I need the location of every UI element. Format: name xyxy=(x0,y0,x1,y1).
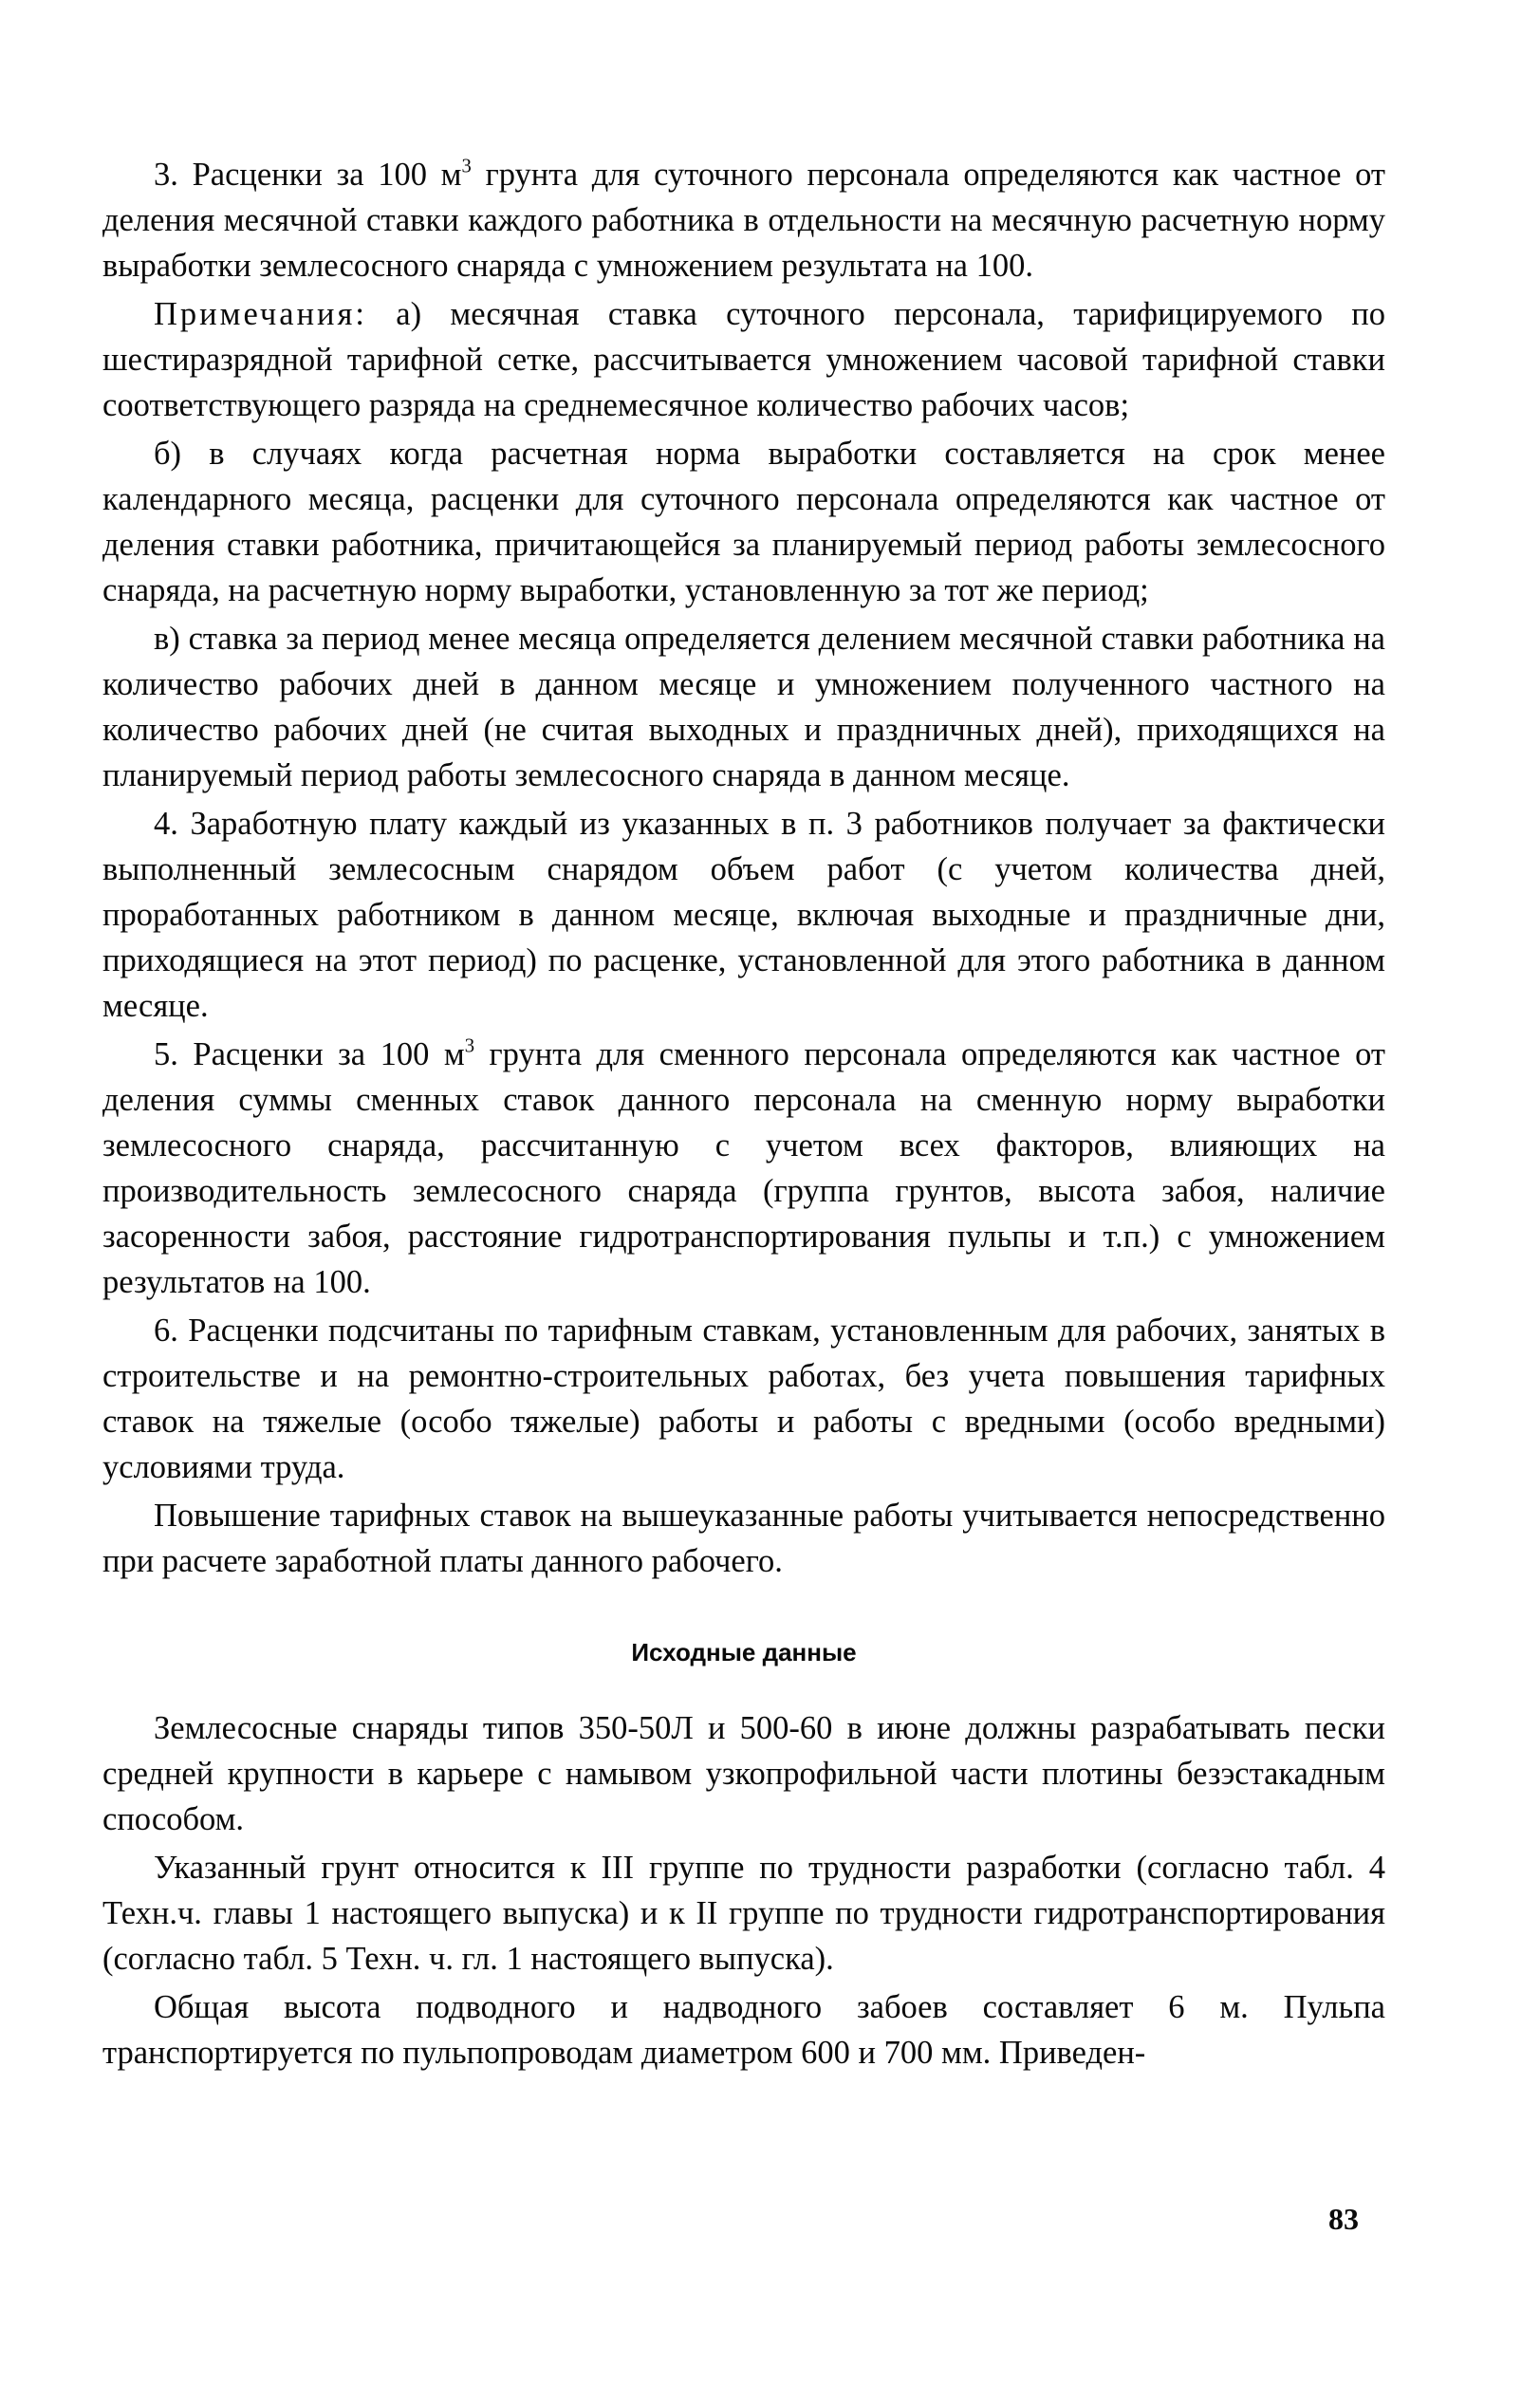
note-paragraph-c: в) ставка за период менее месяца определяется делением месячной ставки работника на количество рабочих дней в данном месяце и умножением полученного частного на количество рабочих дней (не считая выходных и праздничных дней), приходящихся на планируемый период работы землесосного снаряда в данном месяце. xyxy=(102,621,1385,793)
note-paragraph-b: б) в случаях когда расчетная норма выработки составляется на срок менее календарного месяца, расценки для суточного персонала определяются как частное от деления ставки работника, причитающейся за планируемый период работы землесосного снаряда, на расчетную норму выработки, установленную за тот же период; xyxy=(102,436,1385,608)
paragraph-3 xyxy=(102,152,1385,289)
paragraph-3-rest: грунта для суточного персонала определяются как частное от деления месячной ставки каждого работника в отдельности на месячную расчетную норму выработки землесосного снаряда с умножением результата на 100. xyxy=(102,157,1385,284)
note-label: Примечания: xyxy=(154,296,367,332)
paragraph-4: 4. Заработную плату каждый из указанных в п. 3 работников получает за фактически выполненный землесосным снарядом объем работ (с учетом количества дней, проработанных работником в данном месяце, включая выходные и праздничные дни, приходящиеся на этот период) по расценке, установленной для этого работника в данном месяце. xyxy=(102,806,1385,1024)
cubic-superscript: 3 xyxy=(464,1035,475,1057)
paragraph-6: 6. Расценки подсчитаны по тарифным ставкам, установленным для рабочих, занятых в строительстве и на ремонтно-строительных работах, без учета повышения тарифных ставок на тяжелые (особо тяжелые) работы и работы с вредными (особо вредными) условиями труда. xyxy=(102,1313,1385,1485)
note-a-text: а) месячная ставка суточного персонала, тарифицируемого по шестиразрядной тарифной сетке, рассчитывается умножением часовой тарифной ставки соответствующего разряда на среднемесячное количество рабочих часов; xyxy=(102,296,1385,423)
cubic-superscript: 3 xyxy=(461,156,472,177)
page-number: 83 xyxy=(1328,2202,1359,2236)
source-paragraph-1: Землесосные снаряды типов 350-50Л и 500-60 в июне должны разрабатывать пески средней крупности в карьере с намывом узкопрофильной части плотины безэстакадным способом. xyxy=(102,1710,1385,1837)
source-paragraph-2: Указанный грунт относится к III группе по трудности разработки (согласно табл. 4 Техн.ч. главы 1 настоящего выпуска) и к II группе по трудности гидротранспортирования (согласно табл. 5 Техн. ч. гл. 1 настоящего выпуска). xyxy=(102,1850,1385,1977)
section-heading: Исходные данные xyxy=(631,1638,857,1666)
paragraph-5-rest: грунта для сменного персонала определяются как частное от деления суммы сменных ставок данного персонала на сменную норму выработки землесосного снаряда, рассчитанную с учетом всех факторов, влияющих на производительность землесосного снаряда (группа грунтов, высота забоя, наличие засоренности забоя, расстояние гидротранспортирования пульпы и т.п.) с умножением результатов на 100. xyxy=(102,1036,1385,1300)
paragraph-3-lead: 3. Расценки за 100 м xyxy=(154,157,462,193)
paragraph-7: Повышение тарифных ставок на вышеуказанные работы учитывается непосредственно при расчете заработной платы данного рабочего. xyxy=(102,1498,1385,1579)
note-paragraph-a xyxy=(102,291,1385,428)
source-paragraph-3: Общая высота подводного и надводного забоев составляет 6 м. Пульпа транспортируется по пульпопроводам диаметром 600 и 700 мм. Приведен- xyxy=(102,1989,1385,2071)
paragraph-5 xyxy=(102,1032,1385,1305)
paragraph-5-lead: 5. Расценки за 100 м xyxy=(154,1036,465,1072)
document-page xyxy=(102,152,1385,2078)
